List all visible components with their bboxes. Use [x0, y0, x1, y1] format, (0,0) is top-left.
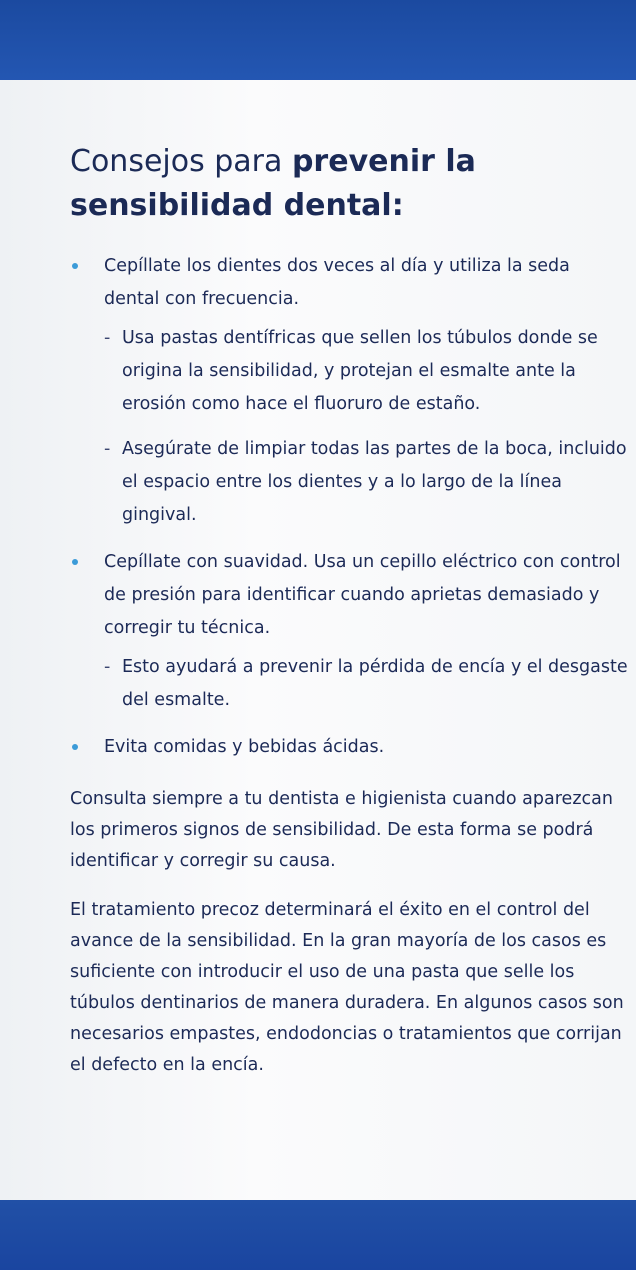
list-item — [70, 731, 630, 764]
bottom-blue-band — [0, 1200, 636, 1270]
title-light: Consejos para — [70, 144, 292, 179]
sub-item-text: Usa pastas dentífricas que sellen los túbulos donde se origina la sensibilidad, y protejan el esmalte ante la erosión como hace el fluoruro de estaño. — [122, 328, 598, 414]
top-blue-band — [0, 0, 636, 84]
sub-item — [104, 651, 630, 717]
paragraph-consult: Consulta siempre a tu dentista e higienista cuando aparezcan los primeros signos de sensibilidad. De esta forma se podrá identificar y corregir su causa. — [70, 789, 613, 871]
list-item — [70, 546, 630, 717]
sub-item — [104, 433, 630, 532]
paragraph-treatment: El tratamiento precoz determinará el éxito en el control del avance de la sensibilidad. En la gran mayoría de los casos es suficiente con introducir el uso de una pasta que selle los túbulos dentinarios de manera duradera. En algunos casos son necesarios empastes, endodoncias o tratamientos que corrijan el defecto en la encía. — [70, 900, 624, 1075]
sub-item-text: Asegúrate de limpiar todas las partes de la boca, incluido el espacio entre los dientes y a lo largo de la línea gingival. — [122, 439, 627, 525]
leaflet-page — [0, 80, 636, 1202]
sub-item-text: Esto ayudará a prevenir la pérdida de encía y el desgaste del esmalte. — [122, 657, 628, 710]
page-title — [70, 140, 630, 228]
title-bold: prevenir la sensibilidad dental: — [70, 144, 476, 223]
list-item — [70, 250, 630, 532]
bullet-text: Cepíllate los dientes dos veces al día y utiliza la seda dental con frecuencia. — [104, 256, 570, 309]
bullet-text: Cepíllate con suavidad. Usa un cepillo eléctrico con control de presión para identificar cuando aprietas demasiado y corregir tu técnica. — [104, 552, 621, 638]
bullet-text: Evita comidas y bebidas ácidas. — [104, 737, 385, 757]
tips-list — [70, 250, 630, 764]
sub-item — [104, 322, 630, 421]
leaflet-content — [70, 140, 630, 1081]
